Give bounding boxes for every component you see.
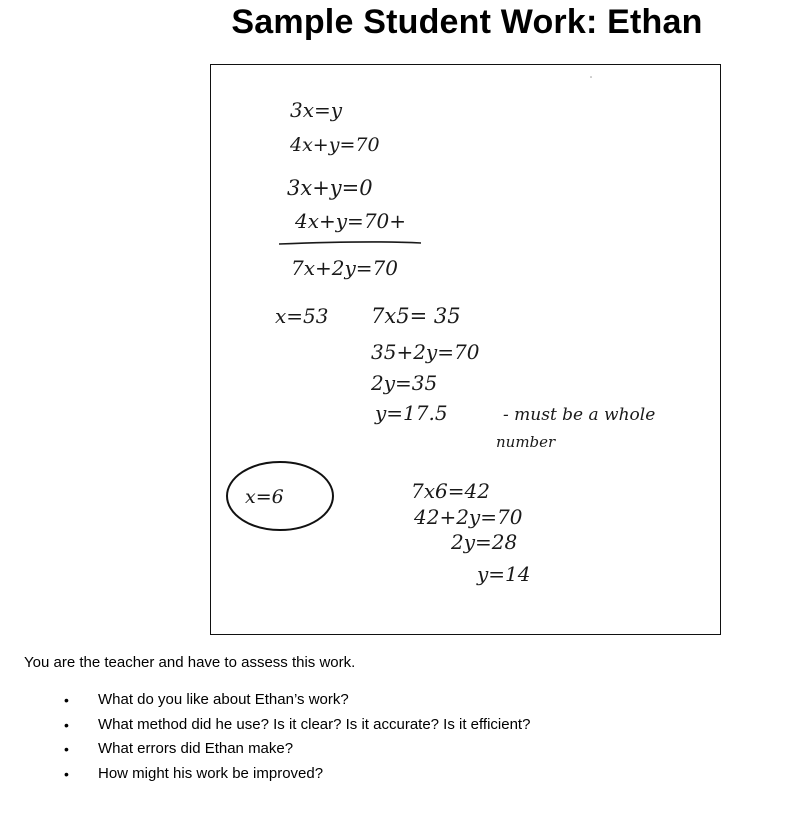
work-line-3: 3x+y=0 [287,176,373,200]
work-line-12: number [496,433,556,451]
assessment-questions [60,688,530,786]
page-title: Sample Student Work: Ethan [231,3,703,41]
work-line-13: x=6 [245,486,284,508]
question-text: What errors did Ethan make? [98,740,294,757]
paper-speck [590,76,592,78]
handwritten-work [211,65,722,636]
work-line-1: 3x=y [290,98,343,122]
work-line-8: 35+2y=70 [371,340,480,364]
work-line-7: 7x5= 35 [371,304,461,328]
work-line-6: x=53 [275,304,329,328]
work-line-10: y=17.5 [375,401,448,425]
bullet-icon: • [64,692,69,708]
work-line-17: y=14 [477,562,531,586]
question-item [60,713,530,738]
question-item [60,688,530,713]
work-line-4: 4x+y=70+ [295,209,407,233]
bullet-icon: • [64,716,69,733]
bullet-icon: • [64,741,69,757]
question-text: What do you like about Ethan’s work? [98,691,349,708]
work-line-9: 2y=35 [371,371,438,395]
question-item [60,762,530,787]
work-line-5: 7x+2y=70 [291,256,398,280]
work-line-16: 2y=28 [451,530,518,554]
work-line-2: 4x+y=70 [290,134,380,156]
work-line-11: - must be a whole [503,405,656,425]
work-line-15: 42+2y=70 [414,505,523,529]
work-line-14: 7x6=42 [411,479,490,503]
bullet-icon: • [64,765,69,782]
addition-line [279,242,421,244]
question-text: What method did he use? Is it clear? Is it accurate? Is it efficient? [98,715,531,733]
question-item [60,737,530,762]
question-text: How might his work be improved? [98,764,324,782]
assessment-prompt: You are the teacher and have to assess this work. [24,654,356,671]
student-work-box [210,64,721,635]
